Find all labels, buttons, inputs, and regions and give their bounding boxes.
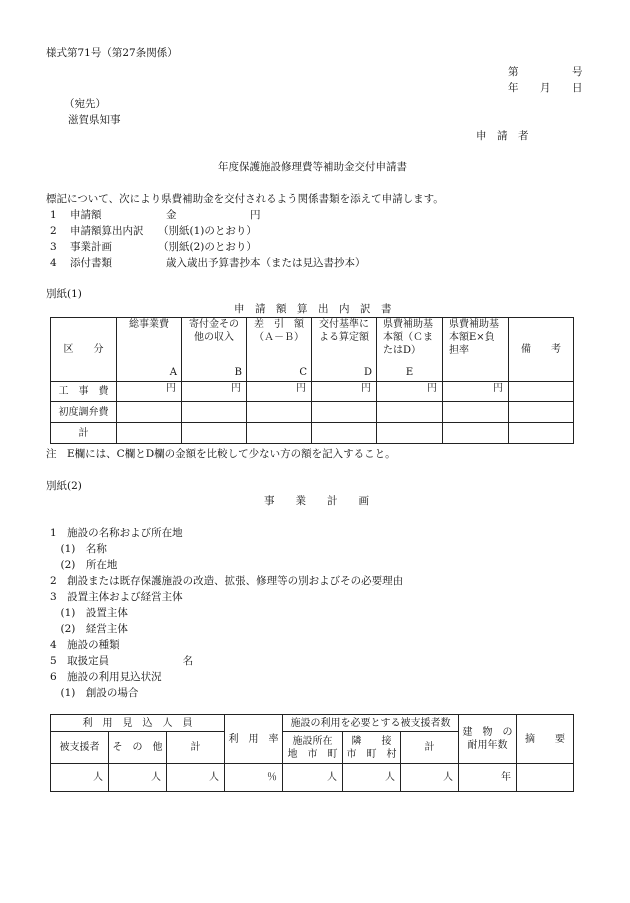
cell-unit: 円 <box>443 382 509 402</box>
plan-line: 2 創設または既存保護施設の改造、拡張、修理等の別およびその必要理由 <box>50 575 404 587</box>
item-label: 添付書類 <box>70 257 112 269</box>
plan-line: (1) 創設の場合 <box>50 687 139 699</box>
header-biko: 備 考 <box>509 318 574 382</box>
cell-unit: 円 <box>182 382 247 402</box>
annex2-label: 別紙(2) <box>46 480 82 492</box>
header-col-burden: 県費補助基 本額E×負 担率 <box>443 318 509 382</box>
item-value: （別紙(1)のとおり） <box>158 225 257 237</box>
cell-empty <box>443 423 509 444</box>
plan-line: 3 設置主体および経営主体 <box>50 591 183 603</box>
cell-unit: 人 <box>401 764 459 792</box>
cell-unit: 年 <box>459 764 517 792</box>
cell-unit: 円 <box>117 382 182 402</box>
plan-line: 4 施設の種類 <box>50 639 120 651</box>
header-col-d: 交付基準に よる算定額 D <box>312 318 377 382</box>
cell-empty <box>377 423 443 444</box>
plan-line: 1 施設の名称および所在地 <box>50 527 183 539</box>
plan-line: 5 取扱定員 名 <box>50 655 194 667</box>
cell-unit: 人 <box>167 764 225 792</box>
header-col-e: 県費補助基 本額（Ｃま たはD） E <box>377 318 443 382</box>
cell-unit: 人 <box>283 764 343 792</box>
item-label: 申請額算出内訳 <box>70 225 144 237</box>
cell-unit: 人 <box>109 764 167 792</box>
item-number: 3 <box>50 241 57 253</box>
item-label: 事業計画 <box>70 241 112 253</box>
header-total: 計 <box>167 732 225 764</box>
header-other: そ の 他 <box>109 732 167 764</box>
row-label: 計 <box>51 423 117 444</box>
intro-text: 標記について、次により県費補助金を交付されるよう関係書類を添えて申請します。 <box>46 193 444 205</box>
addressee: 滋賀県知事 <box>68 114 121 126</box>
cell-empty <box>312 423 377 444</box>
item-number: 1 <box>50 209 57 221</box>
cell-empty <box>509 423 574 444</box>
plan-line: (1) 設置主体 <box>50 607 128 619</box>
header-total-2: 計 <box>401 732 459 764</box>
header-col-b: 寄付金その 他の収入 B <box>182 318 247 382</box>
header-kubun: 区 分 <box>51 318 117 382</box>
header-supported: 被支援者 <box>51 732 109 764</box>
header-adjacent-city: 隣 接 市 町 村 <box>343 732 401 764</box>
item-value: 金 円 <box>166 209 261 221</box>
plan-line: (2) 経営主体 <box>50 623 128 635</box>
cell-empty <box>117 423 182 444</box>
item-value: 歳入歳出予算書抄本（または見込書抄本） <box>166 257 366 269</box>
addressee-prefix: （宛先） <box>64 98 106 110</box>
calculation-table <box>50 317 574 444</box>
document-title: 年度保護施設修理費等補助金交付申請書 <box>218 161 407 173</box>
cell-unit: ％ <box>225 764 283 792</box>
item-number: 2 <box>50 225 57 237</box>
cell-unit: 人 <box>343 764 401 792</box>
item-value: （別紙(2)のとおり） <box>158 241 257 253</box>
doc-number-label: 第 <box>508 66 519 78</box>
cell-empty <box>443 402 509 423</box>
row-label: 工 事 費 <box>51 382 117 402</box>
doc-number-suffix: 号 <box>572 66 583 78</box>
cell-empty <box>247 402 312 423</box>
item-label: 申請額 <box>70 209 102 221</box>
cell-unit: 人 <box>51 764 109 792</box>
annex1-title: 申 請 額 算 出 内 訳 書 <box>234 303 392 315</box>
cell-empty <box>509 402 574 423</box>
annex2-title: 事 業 計 画 <box>264 495 369 507</box>
plan-line: (1) 名称 <box>50 543 107 555</box>
header-durable-years: 建 物 の 耐用年数 <box>459 715 517 764</box>
annex1-label: 別紙(1) <box>46 288 82 300</box>
header-remarks: 摘 要 <box>517 715 574 764</box>
cell-empty <box>247 423 312 444</box>
header-col-a: 総事業費 A <box>117 318 182 382</box>
cell-empty <box>182 423 247 444</box>
header-facility-city: 施設所在 地 市 町 <box>283 732 343 764</box>
date-year: 年 <box>508 82 519 94</box>
item-number: 4 <box>50 257 57 269</box>
cell-empty <box>377 402 443 423</box>
applicant-label: 申 請 者 <box>476 130 529 142</box>
cell-unit: 円 <box>312 382 377 402</box>
cell-empty <box>182 402 247 423</box>
date-day: 日 <box>572 82 583 94</box>
cell-empty <box>509 382 574 402</box>
annex1-note: 注 E欄には、C欄とD欄の金額を比較して少ない方の額を記入すること。 <box>46 448 396 460</box>
plan-line: (2) 所在地 <box>50 559 118 571</box>
cell-empty <box>312 402 377 423</box>
usage-table <box>50 714 574 792</box>
date-month: 月 <box>540 82 551 94</box>
cell-empty <box>117 402 182 423</box>
header-usage-rate: 利 用 率 <box>225 715 283 764</box>
form-number: 様式第71号（第27条関係） <box>46 47 178 59</box>
group-usage-persons: 利 用 見 込 人 員 <box>51 715 225 732</box>
row-label: 初度調弁費 <box>51 402 117 423</box>
cell-empty <box>517 764 574 792</box>
plan-line: 6 施設の利用見込状況 <box>50 671 162 683</box>
cell-unit: 円 <box>247 382 312 402</box>
header-col-c: 差 引 額 （Ａ－Ｂ） C <box>247 318 312 382</box>
cell-unit: 円 <box>377 382 443 402</box>
group-required-persons: 施設の利用を必要とする被支援者数 <box>283 715 459 732</box>
